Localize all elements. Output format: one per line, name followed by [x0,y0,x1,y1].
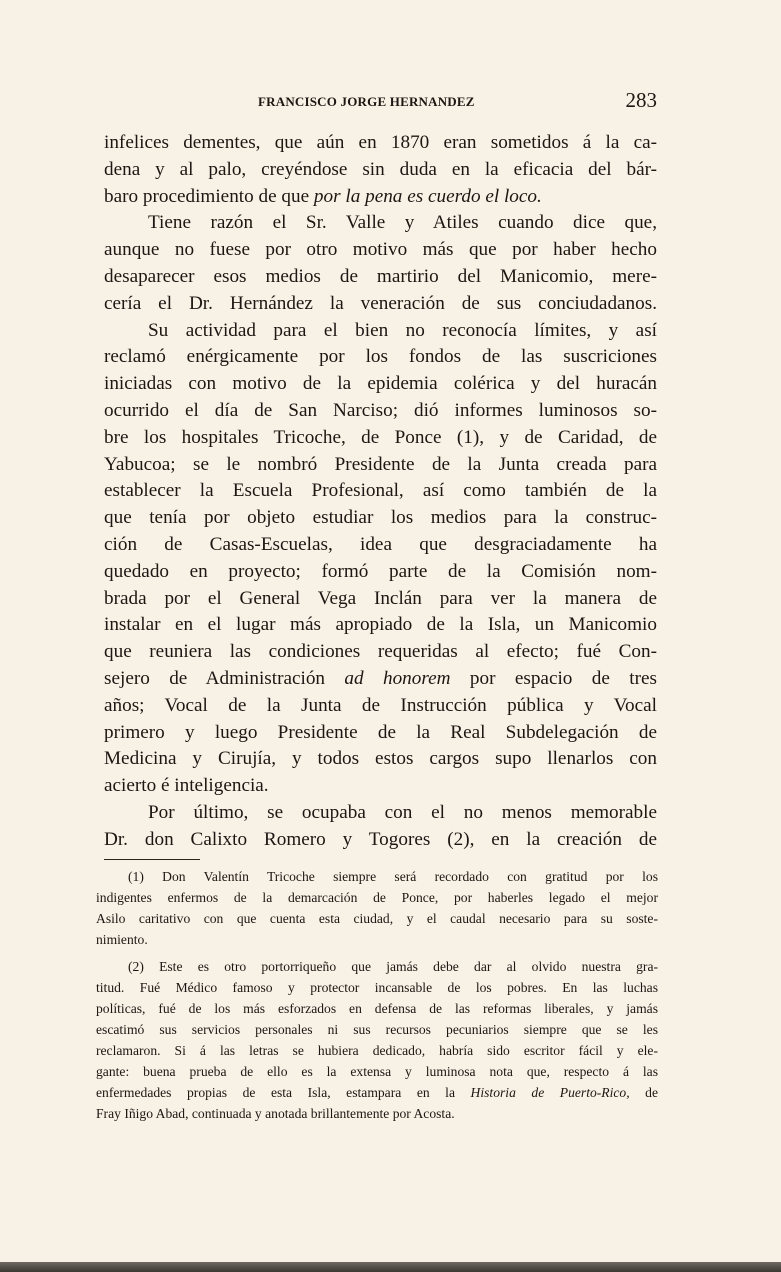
text-run: de [629,1085,658,1100]
footnote-2-line: reclamaron. Si á las letras se hubiera dedicado, habría sido escritor fácil y ele- [96,1043,658,1058]
text-line: establecer la Escuela Profesional, así como también de la [104,480,657,502]
paragraph-start: Tiene razón el Sr. Valle y Atiles cuando dice que, [148,212,657,234]
footnote-2-line [96,1082,658,1103]
text-line: Dr. don Calixto Romero y Togores (2), en la creación de [104,828,657,850]
text-line: que tenía por objeto estudiar los medios para la construc- [104,507,657,529]
text-line: ción de Casas-Escuelas, idea que desgraciadamente ha [104,533,657,555]
paragraph-start: Su actividad para el bien no reconocía límites, y así [148,319,657,341]
italic-book-title: Historia de Puerto-Rico, [470,1085,630,1100]
footnote-2-line: gante: buena prueba de ello es la extensa y luminosa nota que, respecto á las [96,1064,658,1079]
text-line: reclamó enérgicamente por los fondos de las suscriciones [104,346,657,368]
text-line: primero y luego Presidente de la Real Subdelegación de [104,721,657,743]
text-run: enfermedades propias de esta Isla, estampara en la [96,1085,471,1100]
text-line: bre los hospitales Tricoche, de Ponce (1), y de Caridad, de [104,426,657,448]
text-line: cería el Dr. Hernández la veneración de sus conciudadanos. [104,292,657,314]
page-header [104,88,657,116]
text-line: Medicina y Cirujía, y todos estos cargos supo llenarlos con [104,748,657,770]
text-run: baro procedimiento de que [104,185,314,207]
scan-bottom-edge [0,1262,781,1272]
text-line: Yabucoa; se le nombró Presidente de la Junta creada para [104,453,657,475]
text-line: aunque no fuese por otro motivo más que por haber hecho [104,239,657,261]
footnote-2-line: titud. Fué Médico famoso y protector incansable de los pobres. En las luchas [96,980,658,995]
footnote-2-line: Fray Iñigo Abad, continuada y anotada brillantemente por Acosta. [96,1106,455,1121]
text-line: infelices dementes, que aún en 1870 eran sometidos á la ca- [104,132,657,153]
footnotes [96,866,658,1124]
text-line: años; Vocal de la Junta de Instrucción pública y Vocal [104,694,657,716]
italic-term: ad honorem [344,667,451,689]
footnote-2-line: (2) Este es otro portorriqueño que jamás debe dar al olvido nuestra gra- [128,959,658,974]
text-line: instalar en el lugar más apropiado de la Isla, un Manicomio [104,614,657,636]
text-run: sejero de Administración [104,667,345,689]
footnote-1-line: (1) Don Valentín Tricoche siempre será recordado con gratitud por los [128,869,658,884]
body-text [104,130,657,854]
footnote-1-line: indigentes enfermos de la demarcación de Ponce, por haberles legado el mejor [96,890,658,905]
text-line: quedado en proyecto; formó parte de la Comisión nom- [104,560,657,582]
text-line: brada por el General Vega Inclán para ver la manera de [104,587,657,609]
italic-quote: por la pena es cuerdo el loco. [313,185,542,207]
text-line: acierto é inteligencia. [104,775,269,797]
text-line [104,184,657,211]
text-line: iniciadas con motivo de la epidemia colérica y del huracán [104,373,657,395]
text-run: por espacio de tres [450,667,657,689]
footnote-2-line: escatimó sus servicios personales ni sus recursos pecuniarios siempre que se les [96,1022,658,1037]
page-number: 283 [625,88,657,112]
running-title: FRANCISCO JORGE HERNANDEZ [258,94,475,109]
text-line: desaparecer esos medios de martirio del Manicomio, mere- [104,265,657,287]
footnote-divider [104,859,200,860]
footnote-1-line: Asilo caritativo con que cuenta esta ciudad, y el caudal necesario para su soste- [96,911,658,926]
text-line: ocurrido el día de San Narciso; dió informes luminosos so- [104,399,657,421]
text-line [104,666,657,693]
text-line: dena y al palo, creyéndose sin duda en la eficacia del bár- [104,158,657,180]
footnote-2-line: políticas, fué de los más esforzados en defensa de las reformas liberales, y jamás [96,1001,658,1016]
paragraph-start: Por último, se ocupaba con el no menos memorable [148,801,657,823]
footnote-1-line: nimiento. [96,932,148,947]
text-line: que reuniera las condiciones requeridas al efecto; fué Con- [104,641,657,663]
